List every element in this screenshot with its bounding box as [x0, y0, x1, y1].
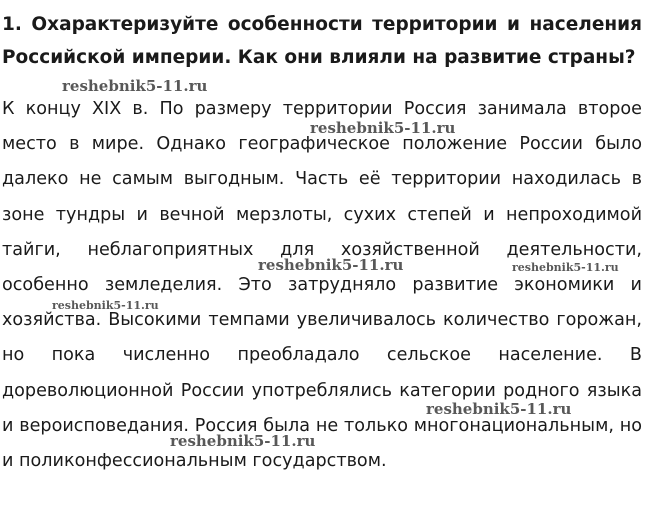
watermark: reshebnik5-11.ru	[62, 77, 208, 95]
watermark: reshebnik5-11.ru	[170, 432, 316, 450]
watermark: reshebnik5-11.ru	[258, 256, 404, 274]
answer-paragraph: К концу XIX в. По размеру территории Россия занимала второе место в мире. Однако географическое положение России было далеко не самым выгодным. Часть её территории находилась в зоне тундры и вечной мерзлоты, сухих степей и непроходимой тайги, неблагоприятных для хозяйственной деятельности, особенно земледелия. Это затрудняло развитие экономики и хозяйства. Высокими темпами увеличивалось количество горожан, но пока численно преобладало сельское население. В дореволюционной России употреблялись категории родного языка и вероисповедания. Россия была не только многонациональным, но и поликонфессиональным государством.	[2, 99, 642, 472]
watermark: reshebnik5-11.ru	[512, 261, 619, 274]
watermark: reshebnik5-11.ru	[426, 400, 572, 418]
question-heading: 1. Охарактеризуйте особенности территории и населения Российской империи. Как они влияли на развитие страны?	[2, 14, 642, 68]
watermark: reshebnik5-11.ru	[310, 119, 456, 137]
watermark: reshebnik5-11.ru	[52, 299, 159, 312]
